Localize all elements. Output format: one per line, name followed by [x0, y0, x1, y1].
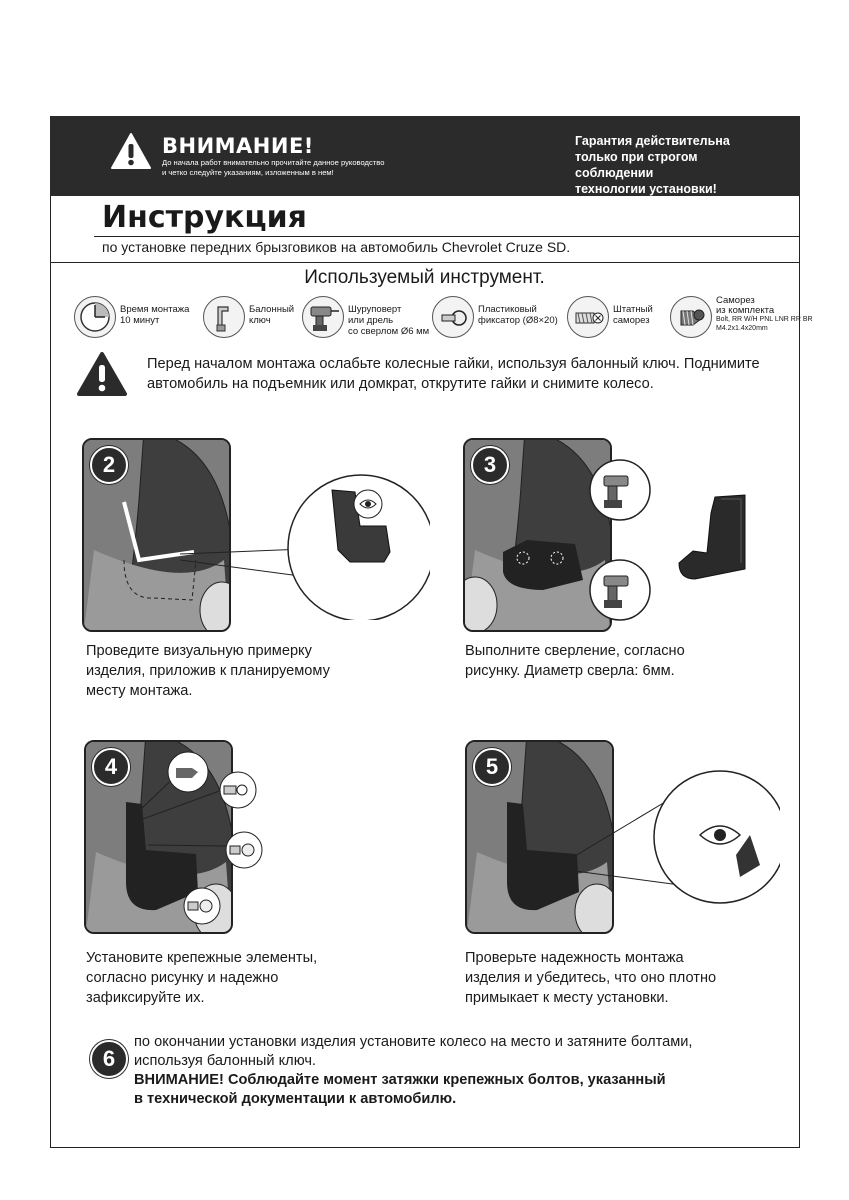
warning-title: ВНИМАНИЕ!	[162, 134, 314, 158]
guarantee-note	[575, 133, 775, 197]
step-3-number: 3	[471, 446, 509, 484]
warning-sub-line-2: и четко следуйте указаниям, изложенным в нем!	[162, 168, 334, 177]
final-step-text	[134, 1033, 754, 1109]
subtitle-divider	[50, 262, 800, 263]
final-line: используя балонный ключ.	[134, 1053, 316, 1069]
tool-label: Балонный ключ	[249, 304, 295, 326]
wheel-wrench-icon	[203, 296, 245, 338]
tool-label: Штатный саморез	[613, 304, 653, 326]
caption-line: рисунку. Диаметр сверла: 6мм.	[465, 663, 675, 679]
tools-title: Используемый инструмент.	[304, 267, 545, 288]
step-3-drill-callouts	[580, 456, 655, 626]
doc-subtitle: по установке передних брызговиков на автомобиль Chevrolet Cruze SD.	[102, 239, 571, 255]
caption-line: Выполните сверление, согласно	[465, 643, 685, 659]
step-5-inspect-callout	[560, 765, 780, 915]
warning-sub-line-1: До начала работ внимательно прочитайте данное руководство	[162, 158, 385, 167]
step-3-caption	[465, 641, 775, 681]
caption-line: примыкает к месту установки.	[465, 990, 669, 1006]
kit-screw-icon	[670, 296, 712, 338]
final-warning-line: ВНИМАНИЕ! Соблюдайте момент затяжки крепежных болтов, указанный	[134, 1072, 666, 1088]
caption-line: согласно рисунку и надежно	[86, 970, 279, 986]
caption-line: Проверьте надежность монтажа	[465, 950, 684, 966]
caption-line: месту монтажа.	[86, 683, 193, 699]
clock-icon	[74, 296, 116, 338]
preparation-line-1: Перед началом монтажа ослабьте колесные гайки, используя балонный ключ. Поднимите	[147, 356, 760, 372]
warning-header	[50, 116, 800, 196]
caption-line: зафиксируйте их.	[86, 990, 205, 1006]
tool-label: Саморез из комплекта Bolt, RR W/H PNL LNR RR BR M4.2x1.4x20mm	[716, 295, 813, 332]
standard-screw-icon	[567, 296, 609, 338]
doc-title: Инструкция	[102, 200, 307, 235]
step-4-caption	[86, 948, 396, 1008]
preparation-note	[147, 354, 787, 394]
step-2-number: 2	[90, 446, 128, 484]
caution-triangle-icon	[76, 351, 128, 397]
preparation-line-2: автомобиль на подъемник или домкрат, открутите гайки и снимите колесо.	[147, 376, 654, 392]
warning-triangle-icon	[110, 132, 152, 170]
caption-line: изделия и убедитесь, что оно плотно	[465, 970, 717, 986]
step-4-fastener-callouts	[140, 750, 270, 930]
final-warning-line: в технической документации к автомобилю.	[134, 1091, 457, 1107]
warning-subtext	[162, 158, 392, 178]
mudflap-product-image	[675, 493, 750, 588]
step-5-number: 5	[473, 748, 511, 786]
guarantee-line-2: только при строгом соблюдении	[575, 150, 698, 180]
tool-label: Шуруповерт или дрель со сверлом Ø6 мм	[348, 304, 430, 337]
step-4-number: 4	[92, 748, 130, 786]
title-divider	[94, 236, 800, 237]
final-line: по окончании установки изделия установите колесо на место и затяните болтами,	[134, 1034, 693, 1050]
step-6-number: 6	[90, 1040, 128, 1078]
tool-label: Время монтажа 10 минут	[120, 304, 190, 326]
guarantee-line-1: Гарантия действительна	[575, 134, 730, 148]
step-5-caption	[465, 948, 795, 1008]
step-2-caption	[86, 641, 396, 701]
drill-icon	[302, 296, 344, 338]
caption-line: Проведите визуальную примерку	[86, 643, 312, 659]
tool-label: Пластиковый фиксатор (Ø8×20)	[478, 304, 558, 326]
caption-line: Установите крепежные элементы,	[86, 950, 318, 966]
step-2-zoom-callout	[180, 470, 430, 620]
guarantee-line-3: технологии установки!	[575, 182, 717, 196]
plastic-clip-icon	[432, 296, 474, 338]
caption-line: изделия, приложив к планируемому	[86, 663, 330, 679]
